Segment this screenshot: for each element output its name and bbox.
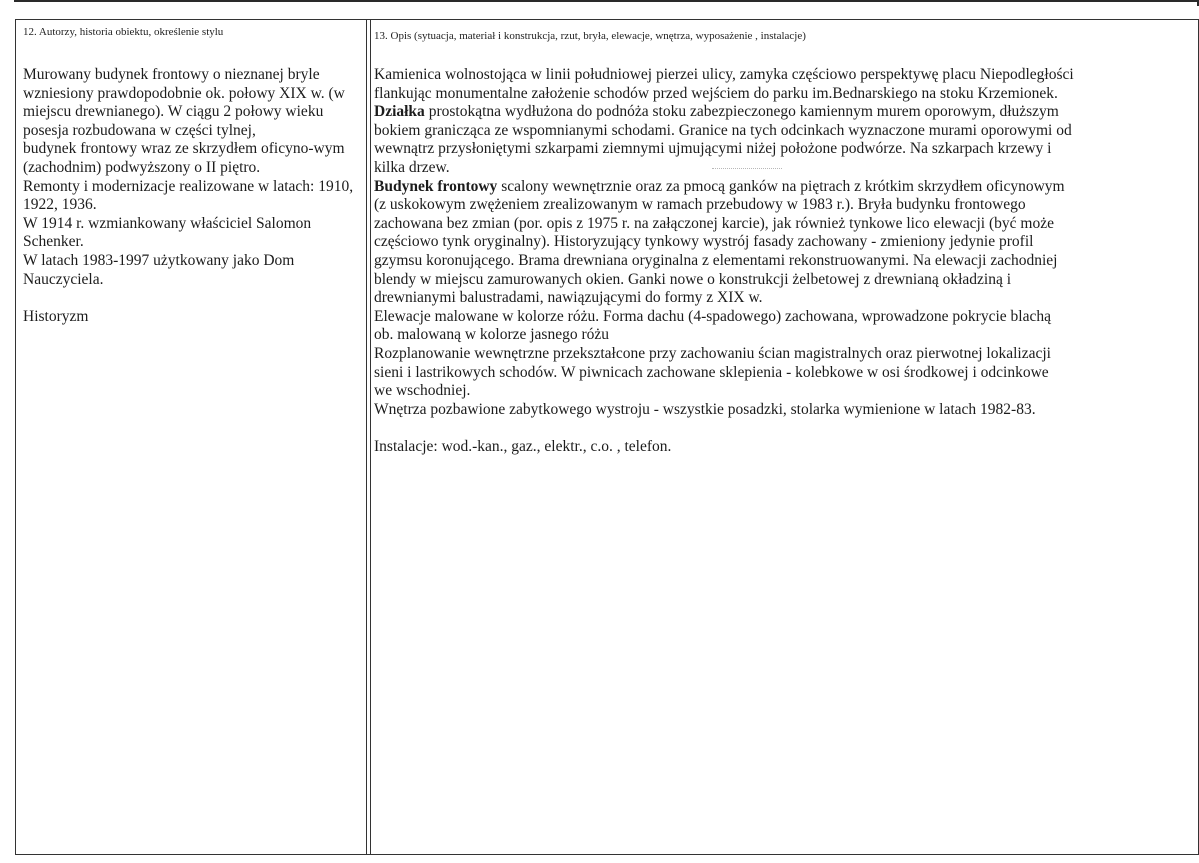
description-line: zachowana bez zmian (por. opis z 1975 r. na załączonej karcie), jak również tynkowe lico elewacji (być może — [374, 214, 1054, 232]
history-line: miejscu drewnianego). W ciągu 2 połowy wieku — [23, 103, 324, 121]
description-line: sieni i lastrikowych schodów. W piwnicach zachowane sklepienia - kolebkowe w osi środkowej i odcinkowe — [374, 363, 1049, 381]
description-line: częściowo tynk oryginalny). Historyzujący tynkowy wystrój fasady zachowany - zmieniony jedynie profil — [374, 233, 1034, 251]
description-line: drewnianymi balustradami, nawiązującymi do formy z XIX w. — [374, 289, 763, 307]
description-line: Kamienica wolnostojąca w linii południowej pierzei ulicy, zamyka częściowo perspektywę placu Niepodległości — [374, 66, 1074, 83]
description-line: Wnętrza pozbawione zabytkowego wystroju - wszystkie posadzki, stolarka wymienione w latach 1982-83. — [374, 400, 1036, 418]
history-line: (zachodnim) podwyższony o II piętro. — [23, 158, 261, 176]
description-line: (z uskokowym zwężeniem zrealizowanym w ramach przebudowy w 1983 r.). Bryła budynku frontowego — [374, 196, 1026, 214]
page-top-border — [14, 0, 1199, 6]
budynek-heading: Budynek frontowy — [374, 177, 498, 195]
description-line: gzymsu koronującego. Brama drewniana oryginalna z elementami rekonstruowanymi. Na elewacji zachodniej — [374, 251, 1058, 269]
history-line: 1922, 1936. — [23, 196, 97, 214]
history-line: posesja rozbudowana w części tylnej, — [23, 121, 256, 139]
description-text — [374, 66, 1174, 456]
description-line: bokiem granicząca ze wspomnianymi schodami. Granice na tych odcinkach wyznaczone murami oporowymi od — [374, 121, 1072, 139]
description-line: kilka drzew. — [374, 158, 450, 176]
column-divider-left — [366, 19, 367, 855]
history-line: W latach 1983-1997 użytkowany jako Dom — [23, 251, 295, 269]
history-line: Remonty i modernizacje realizowane w latach: 1910, — [23, 177, 354, 195]
description-line: Budynek frontowy scalony wewnętrznie oraz za pmocą ganków na piętrach z krótkim skrzydłem oficynowym — [374, 177, 1065, 195]
history-line: wzniesiony prawdopodobnie ok. połowy XIX w. (w — [23, 84, 345, 102]
history-text — [23, 66, 363, 326]
dzialka-heading: Działka — [374, 103, 425, 121]
style-label: Historyzm — [23, 307, 89, 325]
history-line: Nauczyciela. — [23, 270, 104, 288]
history-line: W 1914 r. wzmiankowany właściciel Salomon — [23, 214, 312, 232]
scan-smudge — [712, 168, 782, 173]
description-line: we wschodniej. — [374, 382, 471, 400]
description-line: wewnątrz przysłoniętymi szkarpami ziemnymi ujmującymi niżej położone podwórze. Na szkarpach krzewy i — [374, 140, 1052, 158]
installations-line: Instalacje: wod.-kan., gaz., elektr., c.o. , telefon. — [374, 437, 672, 455]
section-12-header: 12. Autorzy, historia obiektu, określenie stylu — [23, 26, 224, 38]
description-line: ob. malowaną w kolorze jasnego różu — [374, 326, 610, 344]
column-divider-right — [370, 19, 371, 855]
description-line: blendy w miejscu zamurowanych okien. Ganki nowe o konstrukcji żelbetowej z drewnianą okładziną i — [374, 270, 1012, 288]
history-line: budynek frontowy wraz ze skrzydłem oficyno-wym — [23, 140, 345, 158]
history-line: Murowany budynek frontowy o nieznanej bryle — [23, 66, 320, 83]
description-line: Rozplanowanie wewnętrzne przekształcone przy zachowaniu ścian magistralnych oraz pierwotnej lokalizacji — [374, 344, 1051, 362]
description-line: flankując monumentalne założenie schodów przed wejściem do parku im.Bednarskiego na stoku Krzemionek. — [374, 84, 1058, 102]
section-13-header: 13. Opis (sytuacja, materiał i konstrukcja, rzut, bryła, elewacje, wnętrza, wyposażenie , instalacje) — [374, 30, 806, 42]
history-line: Schenker. — [23, 233, 84, 251]
description-line: Elewacje malowane w kolorze różu. Forma dachu (4-spadowego) zachowana, wprowadzone pokrycie blachą — [374, 307, 1051, 325]
description-line: Działka prostokątna wydłużona do podnóża stoku zabezpieczonego kamiennym murem oporowym, dłuższym — [374, 103, 1059, 121]
